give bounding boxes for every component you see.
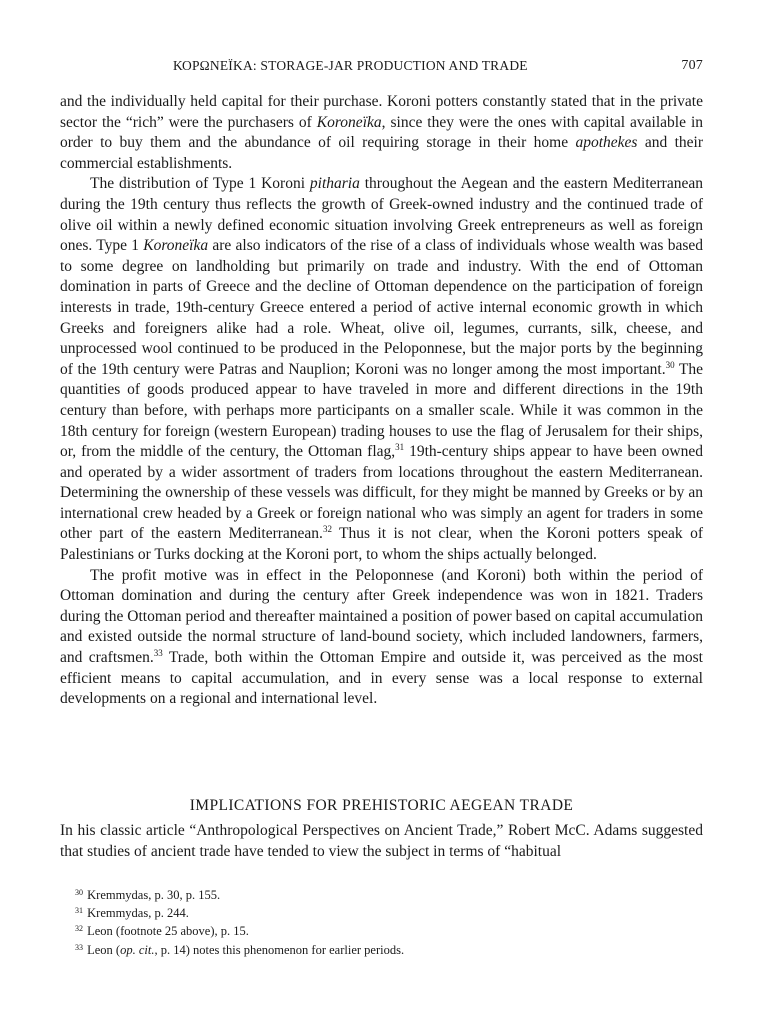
footnote-text: Leon ( xyxy=(87,942,121,957)
section-heading: IMPLICATIONS FOR PREHISTORIC AEGEAN TRADE xyxy=(189,797,574,814)
footnote-31 xyxy=(75,903,695,921)
text-run: , since they were the ones with capital available in order to buy them and the abundance of oil requiring storage in their home xyxy=(60,113,704,152)
italic-term: apothekes xyxy=(575,134,638,152)
text-run: The quantities of goods produced appear to have traveled in more and different directions in the 19th century than before, with perhaps more participants on a smaller scale. While it was common in the 18th century for foreign (western European) trading houses to use the flag of Jerusalem for their ships, or, from the middle of the century, the Ottoman flag, xyxy=(60,360,703,461)
footnote-33 xyxy=(75,940,695,958)
footnote-32 xyxy=(75,921,695,939)
text-run: The profit motive was in effect in the Peloponnese (and Koroni) both within the period of Ottoman domination and during the century after Greek independence was won in 1821. Traders during the Ottoman period and thereafter maintained a position of power based on capital accumulation and existed outside the normal structure of land-bound society, which included landowners, farmers, and craftsmen. xyxy=(60,566,703,667)
text-run: 19th-century ships appear to have been owned and operated by a wider assortment of traders from locations throughout the eastern Mediterranean. Determining the ownership of these vessels was difficult, for they might be manned by Greeks or by an international crew headed by a Greek or foreign national who was simply an agent for traders in some other part of the eastern Mediterranean. xyxy=(60,443,703,543)
page-number: 707 xyxy=(681,58,703,73)
running-head-title: ΚΟΡΩΝΕΪΚΑ: STORAGE-JAR PRODUCTION AND TRADE xyxy=(173,58,528,73)
text-run: The distribution of Type 1 Koroni xyxy=(90,175,310,193)
footnote-italic: op. cit. xyxy=(120,942,155,957)
section-text xyxy=(60,821,703,862)
italic-term: pitharia xyxy=(309,175,360,193)
running-head xyxy=(60,58,703,80)
paragraph-2 xyxy=(60,174,703,565)
footnote-30 xyxy=(75,885,695,903)
italic-term: Koroneïka xyxy=(143,237,209,255)
text-run: Thus it is not clear, when the Koroni potters speak of Palestinians or Turks docking at the Koroni port, to whom the ships actually belonged. xyxy=(60,525,703,564)
footnote-text: Kremmydas, p. 244. xyxy=(87,906,189,921)
footnote-text: Leon (footnote 25 above), p. 15. xyxy=(87,924,249,939)
text-run: throughout the Aegean and the eastern Mediterranean during the 19th century thus reflects the growth of Greek-owned industry and the continued trade of olive oil within a newly defined economic situation involving Greek entrepreneurs as well as foreign ones. Type 1 xyxy=(60,175,703,255)
footnote-number: 30 xyxy=(75,888,83,897)
paragraph-3 xyxy=(60,566,703,710)
footnote-number: 31 xyxy=(75,906,83,916)
footnote-ref-31[interactable]: 31 xyxy=(395,442,405,453)
footnote-number: 33 xyxy=(75,942,83,952)
body-text xyxy=(60,92,703,710)
footnote-ref-32[interactable]: 32 xyxy=(322,524,332,535)
footnotes xyxy=(75,885,695,958)
text-run: Trade, both within the Ottoman Empire and outside it, was perceived as the most efficient means to capital accumulation, and in every sense was a local response to external developments on a regional and international level. xyxy=(60,649,703,708)
paragraph-1 xyxy=(60,92,703,174)
footnote-ref-33[interactable]: 33 xyxy=(153,648,163,659)
footnote-text: Kremmydas, p. 30, p. 155. xyxy=(87,888,221,902)
footnote-number: 32 xyxy=(75,924,83,934)
footnote-ref-30[interactable]: 30 xyxy=(665,359,675,370)
text-run: are also indicators of the rise of a class of individuals whose wealth was based to some degree on landholding but primarily on trade and industry. With the end of Ottoman domination in parts of Greece and the decline of Ottoman dependence on the participation of foreign interests in trade, 19th-century Greece entered a period of active internal economic growth in which Greeks and foreigners alike had a role. Wheat, olive oil, legumes, currants, silk, cheese, and unprocessed wool continued to be produced in the Peloponnese, but the major ports by the beginning of the 19th century were Patras and Nauplion; Koroni was no longer among the most important. xyxy=(60,237,703,378)
text-run: and their commercial establishments. xyxy=(60,134,703,172)
footnote-text: , p. 14) notes this phenomenon for earlier periods. xyxy=(154,942,405,957)
italic-term: Koroneïka xyxy=(316,113,382,131)
text-run: and the individually held capital for their purchase. Koroni potters constantly stated that in the private sector the “rich” were the purchasers of xyxy=(60,93,703,131)
section-paragraph: In his classic article “Anthropological Perspectives on Ancient Trade,” Robert McC. Adams suggested that studies of ancient trade have tended to view the subject in terms of “habitual xyxy=(60,822,703,860)
